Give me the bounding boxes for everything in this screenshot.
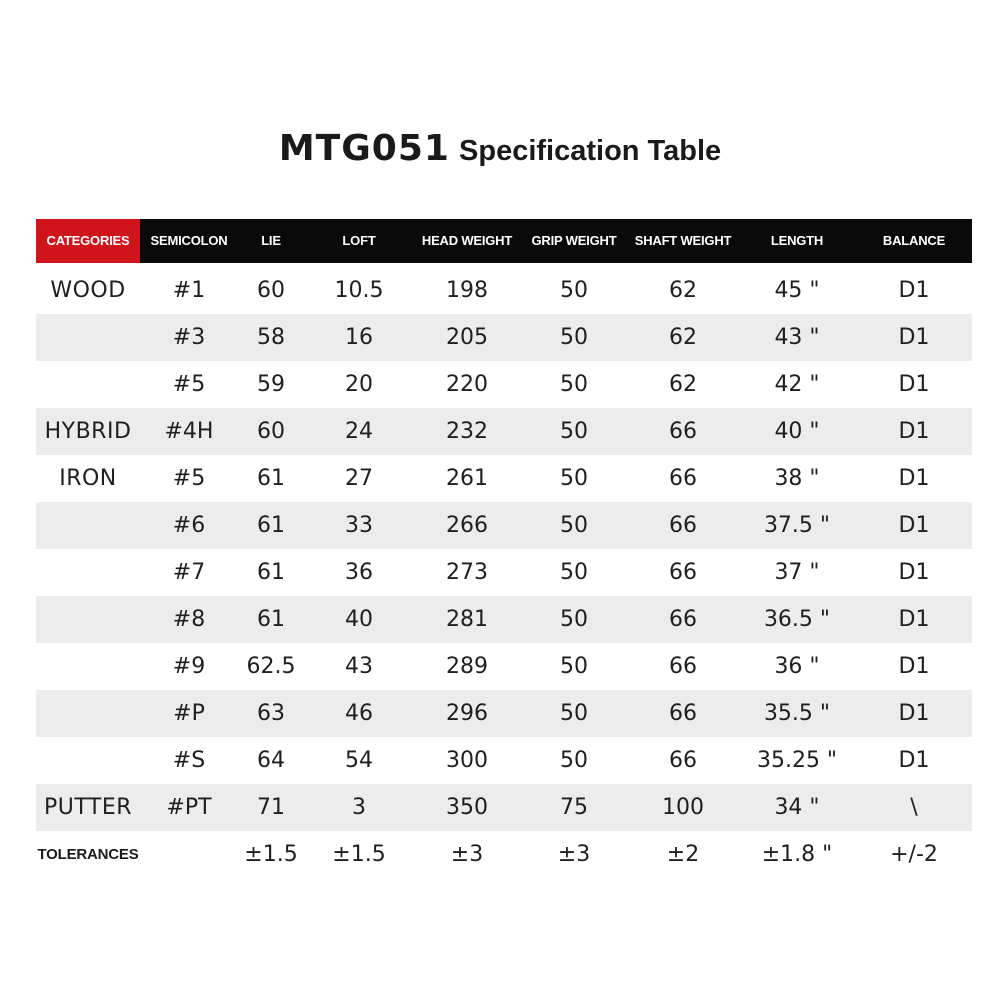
table-row <box>36 408 972 455</box>
cell-head-weight: 266 <box>446 513 488 538</box>
header-semicolon: SEMICOLON <box>150 233 228 248</box>
cell-head-weight: 281 <box>446 607 488 632</box>
cell-shaft-weight: 62 <box>669 278 697 303</box>
model-name: MTG051 <box>278 128 450 169</box>
cell-loft: 54 <box>345 748 373 773</box>
cell-head-weight: 232 <box>446 419 488 444</box>
cell-head-weight: 289 <box>446 654 488 679</box>
cell-loft: 33 <box>345 513 373 538</box>
cell-loft: 3 <box>352 795 366 820</box>
cell-balance: D1 <box>898 466 930 491</box>
cell-category: PUTTER <box>43 795 133 820</box>
header-grip-weight: GRIP WEIGHT <box>531 233 617 248</box>
cell-shaft-weight: 66 <box>669 748 697 773</box>
table-row <box>36 596 972 643</box>
tolerance-balance: +/-2 <box>890 842 938 867</box>
cell-length: 40 " <box>774 419 820 444</box>
cell-category: IRON <box>59 466 117 491</box>
cell-balance: D1 <box>898 372 930 397</box>
cell-loft: 36 <box>345 560 373 585</box>
cell-shaft-weight: 66 <box>669 466 697 491</box>
cell-lie: 61 <box>257 513 285 538</box>
tolerance-category: TOLERANCES <box>37 846 139 863</box>
title-subtitle: Specification Table <box>459 135 722 167</box>
cell-shaft-weight: 66 <box>669 654 697 679</box>
cell-shaft-weight: 66 <box>669 560 697 585</box>
cell-loft: 20 <box>345 372 373 397</box>
tolerance-lie: ±1.5 <box>244 842 298 867</box>
tolerance-club <box>140 831 238 878</box>
cell-lie: 60 <box>257 419 285 444</box>
cell-length: 42 " <box>774 372 820 397</box>
cell-category <box>36 549 140 596</box>
cell-club: #6 <box>172 513 206 538</box>
tolerances-row <box>36 831 972 878</box>
cell-lie: 61 <box>257 466 285 491</box>
cell-club: #7 <box>172 560 206 585</box>
cell-grip-weight: 50 <box>560 372 588 397</box>
cell-balance: D1 <box>898 513 930 538</box>
table-body <box>36 267 972 878</box>
cell-loft: 24 <box>345 419 373 444</box>
tolerance-head-weight: ±3 <box>450 842 484 867</box>
cell-category <box>36 596 140 643</box>
cell-category <box>36 314 140 361</box>
table-row <box>36 314 972 361</box>
cell-length: 34 " <box>774 795 820 820</box>
cell-category <box>36 737 140 784</box>
cell-club: #5 <box>172 372 206 397</box>
cell-length: 45 " <box>774 278 820 303</box>
cell-balance: D1 <box>898 654 930 679</box>
cell-balance: D1 <box>898 560 930 585</box>
cell-shaft-weight: 66 <box>669 607 697 632</box>
cell-grip-weight: 50 <box>560 607 588 632</box>
cell-lie: 71 <box>257 795 285 820</box>
cell-grip-weight: 50 <box>560 419 588 444</box>
cell-loft: 27 <box>345 466 373 491</box>
tolerance-grip-weight: ±3 <box>557 842 591 867</box>
cell-length: 43 " <box>774 325 820 350</box>
cell-grip-weight: 50 <box>560 748 588 773</box>
cell-category <box>36 502 140 549</box>
cell-loft: 40 <box>345 607 373 632</box>
cell-balance: D1 <box>898 419 930 444</box>
cell-lie: 59 <box>257 372 285 397</box>
table-row <box>36 267 972 314</box>
cell-length: 36 " <box>774 654 820 679</box>
cell-category: HYBRID <box>44 419 132 444</box>
cell-shaft-weight: 66 <box>669 701 697 726</box>
cell-club: #1 <box>172 278 206 303</box>
cell-length: 37 " <box>774 560 820 585</box>
cell-length: 38 " <box>774 466 820 491</box>
cell-club: #PT <box>166 795 212 820</box>
cell-shaft-weight: 66 <box>669 419 697 444</box>
cell-head-weight: 205 <box>446 325 488 350</box>
cell-head-weight: 300 <box>446 748 488 773</box>
cell-category <box>36 361 140 408</box>
cell-length: 35.25 " <box>756 748 838 773</box>
cell-club: #P <box>173 701 205 726</box>
cell-shaft-weight: 62 <box>669 325 697 350</box>
cell-grip-weight: 50 <box>560 513 588 538</box>
cell-lie: 61 <box>257 607 285 632</box>
cell-loft: 10.5 <box>334 278 384 303</box>
header-head-weight: HEAD WEIGHT <box>421 233 513 248</box>
cell-loft: 16 <box>345 325 373 350</box>
cell-lie: 64 <box>257 748 285 773</box>
cell-club: #3 <box>172 325 206 350</box>
cell-category <box>36 690 140 737</box>
cell-balance: D1 <box>898 748 930 773</box>
page-title <box>0 128 1000 169</box>
table-row <box>36 784 972 831</box>
cell-grip-weight: 50 <box>560 701 588 726</box>
header-length: LENGTH <box>770 233 824 248</box>
table-row <box>36 549 972 596</box>
tolerance-loft: ±1.5 <box>332 842 386 867</box>
table-row <box>36 737 972 784</box>
table-row <box>36 643 972 690</box>
cell-head-weight: 198 <box>446 278 488 303</box>
cell-club: #9 <box>172 654 206 679</box>
cell-grip-weight: 50 <box>560 654 588 679</box>
table-row <box>36 455 972 502</box>
tolerance-length: ±1.8 " <box>761 842 833 867</box>
cell-head-weight: 273 <box>446 560 488 585</box>
cell-category <box>36 643 140 690</box>
cell-loft: 46 <box>345 701 373 726</box>
table-header <box>36 219 972 263</box>
cell-grip-weight: 50 <box>560 278 588 303</box>
cell-club: #S <box>172 748 206 773</box>
cell-length: 35.5 " <box>763 701 831 726</box>
table-row <box>36 690 972 737</box>
cell-shaft-weight: 66 <box>669 513 697 538</box>
cell-loft: 43 <box>345 654 373 679</box>
cell-head-weight: 350 <box>446 795 488 820</box>
cell-club: #8 <box>172 607 206 632</box>
cell-balance: D1 <box>898 325 930 350</box>
spec-table <box>36 219 972 878</box>
cell-balance: \ <box>910 795 918 820</box>
cell-lie: 61 <box>257 560 285 585</box>
cell-grip-weight: 50 <box>560 560 588 585</box>
cell-balance: D1 <box>898 607 930 632</box>
cell-length: 36.5 " <box>763 607 831 632</box>
cell-balance: D1 <box>898 701 930 726</box>
cell-club: #5 <box>172 466 206 491</box>
header-balance: BALANCE <box>882 233 946 248</box>
cell-grip-weight: 50 <box>560 466 588 491</box>
cell-grip-weight: 75 <box>560 795 588 820</box>
cell-lie: 62.5 <box>246 654 296 679</box>
header-lie: LIE <box>261 233 281 248</box>
table-row <box>36 502 972 549</box>
header-categories: CATEGORIES <box>36 219 140 263</box>
cell-head-weight: 261 <box>446 466 488 491</box>
cell-shaft-weight: 100 <box>662 795 704 820</box>
header-loft: LOFT <box>342 233 376 248</box>
cell-lie: 63 <box>257 701 285 726</box>
cell-shaft-weight: 62 <box>669 372 697 397</box>
header-shaft-weight: SHAFT WEIGHT <box>634 233 732 248</box>
cell-lie: 58 <box>257 325 285 350</box>
tolerance-shaft-weight: ±2 <box>666 842 700 867</box>
cell-head-weight: 220 <box>446 372 488 397</box>
cell-lie: 60 <box>257 278 285 303</box>
table-row <box>36 361 972 408</box>
cell-head-weight: 296 <box>446 701 488 726</box>
cell-category: WOOD <box>50 278 126 303</box>
cell-balance: D1 <box>898 278 930 303</box>
cell-length: 37.5 " <box>763 513 831 538</box>
cell-grip-weight: 50 <box>560 325 588 350</box>
cell-club: #4H <box>164 419 214 444</box>
